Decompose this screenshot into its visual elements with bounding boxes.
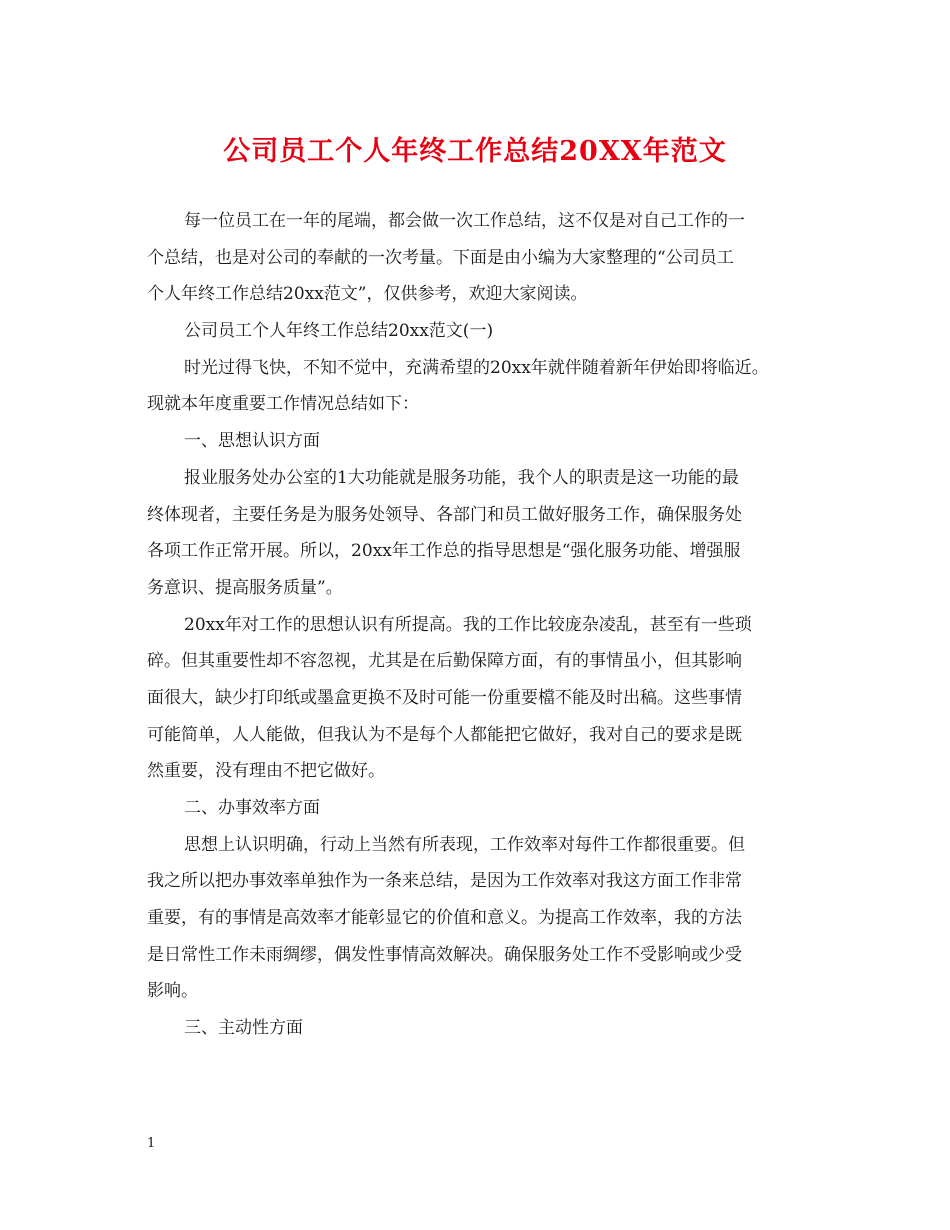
paragraph-line: 时光过得飞快，不知不觉中，充满希望的20xx年就伴随着新年伊始即将临近。 — [184, 357, 769, 378]
paragraph-line: 然重要，没有理由不把它做好。 — [147, 761, 385, 782]
document-title: 公司员工个人年终工作总结20XX年范文 — [223, 136, 727, 167]
paragraph-line: 重要，有的事情是高效率才能彰显它的价值和意义。为提高工作效率，我的方法 — [147, 908, 742, 929]
document-body — [147, 203, 827, 1047]
paragraph-line: 现就本年度重要工作情况总结如下： — [147, 394, 419, 415]
section-heading: 三、主动性方面 — [184, 1018, 303, 1039]
paragraph-line: 面很大，缺少打印纸或墨盒更换不及时可能一份重要檔不能及时出稿。这些事情 — [147, 687, 742, 708]
paragraph-line: 我之所以把办事效率单独作为一条来总结，是因为工作效率对我这方面工作非常 — [147, 871, 742, 892]
paragraph-line: 可能简单，人人能做，但我认为不是每个人都能把它做好，我对自己的要求是既 — [147, 724, 742, 745]
paragraph-line: 影响。 — [147, 981, 198, 1002]
paragraph-line: 报业服务处办公室的1大功能就是服务功能，我个人的职责是这一功能的最 — [184, 467, 739, 488]
subtitle-line: 公司员工个人年终工作总结20xx范文(一) — [184, 321, 494, 342]
section-heading: 二、办事效率方面 — [184, 798, 320, 818]
section-heading: 一、思想认识方面 — [184, 431, 320, 452]
paragraph-line: 碎。但其重要性却不容忽视，尤其是在后勤保障方面，有的事情虽小，但其影响 — [147, 651, 742, 672]
paragraph-line: 20xx年对工作的思想认识有所提高。我的工作比较庞杂凌乱，甚至有一些琐 — [184, 614, 752, 635]
paragraph-line: 每一位员工在一年的尾端，都会做一次工作总结，这不仅是对自己工作的一 — [184, 211, 745, 231]
page-number: 1 — [147, 1136, 156, 1151]
paragraph-line: 个总结，也是对公司的奉献的一次考量。下面是由小编为大家整理的“公司员工 — [147, 247, 734, 268]
paragraph-line: 思想上认识明确，行动上当然有所表现，工作效率对每件工作都很重要。但 — [184, 834, 745, 855]
paragraph-line: 终体现者，主要任务是为服务处领导、各部门和员工做好服务工作，确保服务处 — [147, 504, 742, 525]
paragraph-line: 个人年终工作总结20xx范文”，仅供参考，欢迎大家阅读。 — [147, 284, 588, 305]
paragraph-line: 务意识、提高服务质量”。 — [147, 577, 343, 598]
paragraph-line: 各项工作正常开展。所以，20xx年工作总的指导思想是“强化服务功能、增强服 — [147, 541, 741, 562]
paragraph-line: 是日常性工作未雨绸缪，偶发性事情高效解决。确保服务处工作不受影响或少受 — [147, 944, 742, 965]
